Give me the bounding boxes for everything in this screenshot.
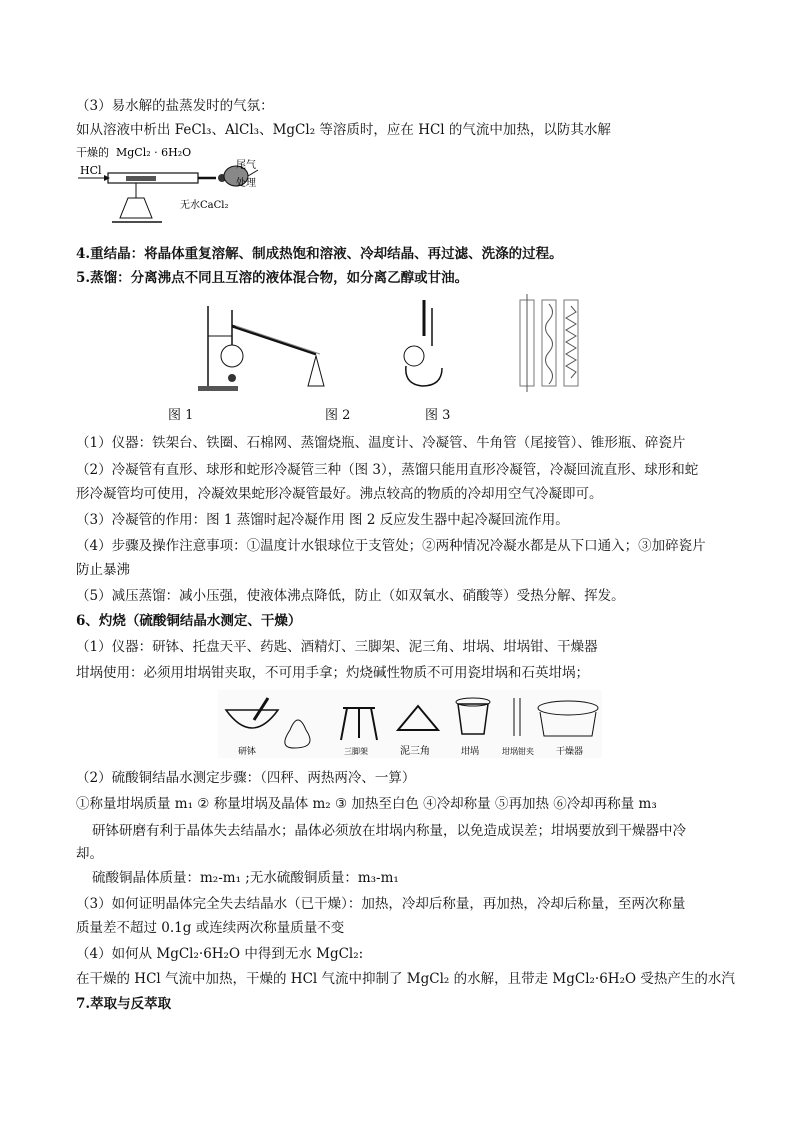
condenser-types-line1: （2）冷凝管有直形、球形和蛇形冷凝管三种（图 3），蒸馏只能用直形冷凝管，冷凝回流直形、球形和蛇 — [76, 462, 699, 478]
reflux-figure-2 — [394, 296, 454, 396]
cuso4-note-line1: 研钵研磨有利于晶体失去结晶水；晶体必须放在坩埚内称量，以免造成误差；坩埚要放到干燥器中冷 — [92, 823, 686, 839]
equip-label-crucible: 坩埚 — [461, 747, 480, 757]
crucible-usage: 坩埚使用：必须用坩埚钳夹取，不可用手拿；灼烧碱性物质不可用瓷坩埚和石英坩埚； — [76, 665, 589, 681]
fig-label-dry: 干燥的 — [76, 146, 109, 159]
vacuum-distillation: （5）减压蒸馏：减小压强，使液体沸点降低，防止（如双氧水、硝酸等）受热分解、挥发。 — [76, 588, 625, 604]
condenser-function: （3）冷凝管的作用：图 1 蒸馏时起冷凝作用 图 2 反应发生器中起冷凝回流作用。 — [76, 512, 569, 528]
cuso4-mass-formula: 硫酸铜晶体质量：m₂-m₁ ;无水硫酸铜质量：m₃-m₁ — [92, 870, 399, 886]
equip-label-tripod: 三脚架 — [344, 747, 368, 756]
fig-label-mgcl2: MgCl₂ · 6H₂O — [116, 146, 192, 159]
distillation-instruments: （1）仪器：铁架台、铁圈、石棉网、蒸馏烧瓶、温度计、冷凝管、牛角管（尾接管）、锥形瓶、碎瓷片 — [76, 435, 686, 451]
equip-label-mortar: 研钵 — [238, 747, 257, 757]
distillation-notes-line1: （4）步骤及操作注意事项：①温度计水银球位于支管处；②两种情况冷凝水都是从下口通入；③加碎瓷片 — [76, 538, 706, 554]
burning-equipment-figure — [218, 690, 602, 758]
distillation-notes-line2: 防止暴沸 — [76, 562, 130, 578]
dry-proof-line2: 质量差不超过 0.1g 或连续两次称量质量不变 — [76, 920, 345, 936]
condenser-types-line2: 形冷凝管均可使用，冷凝效果蛇形冷凝管最好。沸点较高的物质的冷却用空气冷凝即可。 — [76, 486, 603, 502]
fig-label-tail1: 尾气 — [236, 160, 256, 171]
figure-caption-3: 图 3 — [425, 408, 451, 423]
section-7-extraction: 7.萃取与反萃取 — [76, 996, 172, 1012]
mgcl2-answer: 在干燥的 HCl 气流中加热，干燥的 HCl 气流中抑制了 MgCl₂ 的水解，且带走 MgCl₂·6H₂O 受热产生的水汽 — [76, 971, 735, 987]
burning-instruments: （1）仪器：研钵、托盘天平、药匙、酒精灯、三脚架、泥三角、坩埚、坩埚钳、干燥器 — [76, 639, 598, 655]
figure-caption-2: 图 2 — [325, 408, 351, 423]
section-3-title: （3）易水解的盐蒸发时的气氛： — [76, 98, 274, 114]
section-3-text: 如从溶液中析出 FeCl₃、AlCl₃、MgCl₂ 等溶质时，应在 HCl 的气流中加热，以防其水解 — [76, 122, 611, 138]
cuso4-steps-title: （2）硫酸铜结晶水测定步骤：（四秤、两热两冷、一算） — [76, 770, 416, 786]
fig-label-tail2: 处理 — [236, 178, 256, 189]
cuso4-steps: ①称量坩埚质量 m₁ ② 称量坩埚及晶体 m₂ ③ 加热至白色 ④冷却称量 ⑤再加热 ⑥冷却再称量 m₃ — [76, 796, 657, 812]
section-5-distillation: 5.蒸馏：分离沸点不同且互溶的液体混合物，如分离乙醇或甘油。 — [76, 270, 469, 286]
fig-label-hcl: HCl — [80, 164, 102, 177]
hcl-heating-apparatus-figure — [76, 142, 266, 232]
dry-proof-line1: （3）如何证明晶体完全失去结晶水（已干燥）：加热，冷却后称量，再加热，冷却后称量，至两次称量 — [76, 896, 686, 912]
mgcl2-question: （4）如何从 MgCl₂·6H₂O 中得到无水 MgCl₂: — [76, 946, 364, 962]
distillation-figure-1 — [196, 296, 346, 396]
cuso4-note-line2: 却。 — [76, 846, 103, 862]
fig-label-cacl2: 无水CaCl₂ — [180, 200, 229, 211]
equip-label-desiccator: 干燥器 — [556, 747, 584, 757]
section-6-burning: 6、灼烧（硫酸铜结晶水测定、干燥） — [76, 613, 302, 629]
figure-caption-1: 图 1 — [168, 408, 194, 423]
section-4-recrystallization: 4.重结晶：将晶体重复溶解、制成热饱和溶液、冷却结晶、再过滤、洗涤的过程。 — [76, 246, 563, 262]
equip-label-tongs: 坩埚钳夹 — [502, 747, 534, 756]
equip-label-triangle: 泥三角 — [400, 746, 430, 757]
condensers-figure-3 — [510, 294, 590, 394]
